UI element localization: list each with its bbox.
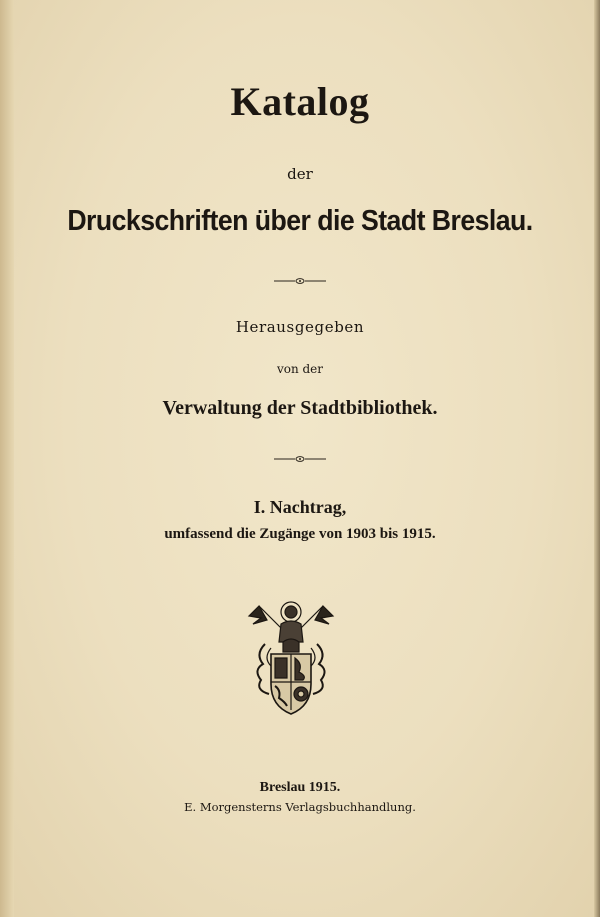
- ornamental-rule-icon: [272, 454, 328, 464]
- catalog-title: Katalog: [230, 79, 370, 124]
- editor-connector: von der: [276, 362, 324, 376]
- supplement-scope: umfassend die Zugänge von 1903 bis 1915.: [164, 526, 436, 542]
- ornamental-rule-icon: [272, 276, 328, 286]
- catalog-subject: Druckschriften über die Stadt Breslau.: [67, 205, 533, 237]
- editor-intro: Herausgegeben: [235, 318, 365, 336]
- imprint-publisher: E. Morgensterns Verlagsbuchhandlung.: [184, 800, 416, 814]
- title-connector: der: [287, 165, 313, 183]
- editor-name: Verwaltung der Stadtbibliothek.: [162, 397, 438, 419]
- breslau-coat-of-arms-icon: [245, 598, 337, 718]
- supplement-title: I. Nachtrag,: [253, 497, 347, 517]
- imprint-place-year: Breslau 1915.: [259, 780, 341, 795]
